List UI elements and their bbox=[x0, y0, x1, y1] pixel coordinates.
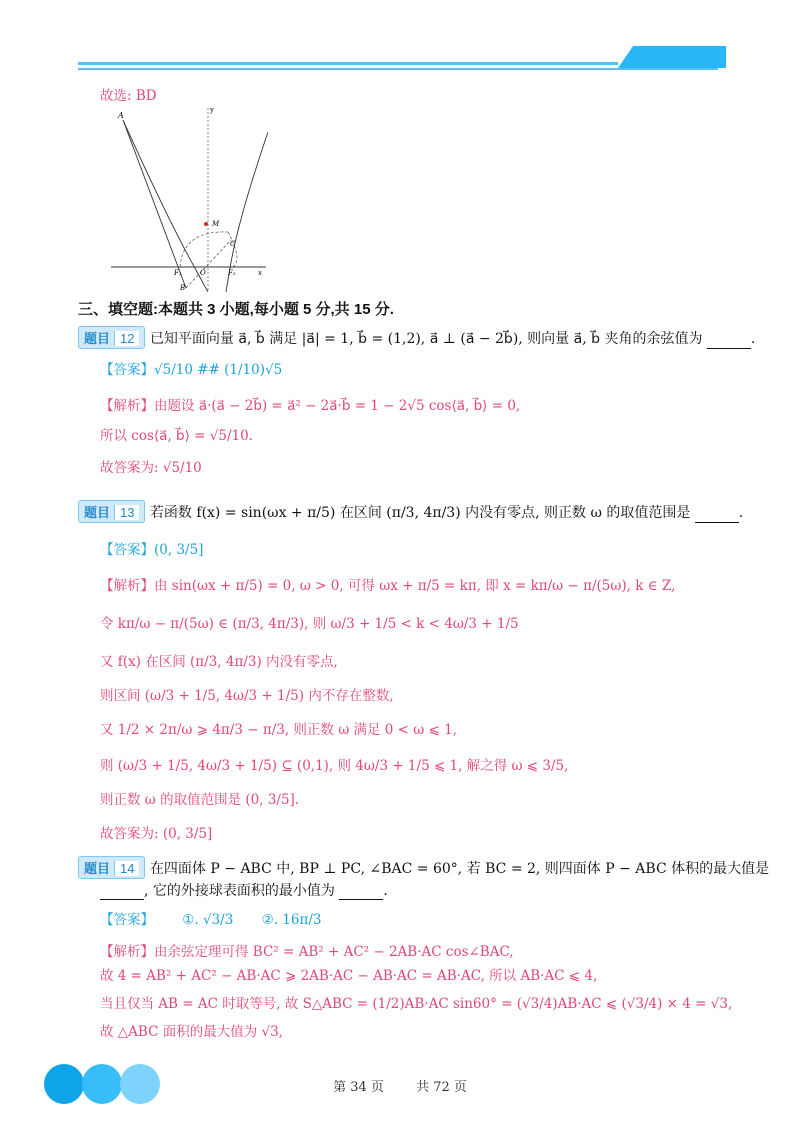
q13-analysis-6: 则 (ω/3 + 1/5, 4ω/3 + 1/5) ⊆ (0,1), 则 4ω/3 + 1/5 ⩽ 1, 解之得 ω ⩽ 3/5, bbox=[100, 758, 569, 774]
q13-analysis-1: 【解析】由 sin(ωx + π/5) = 0, ω > 0, 可得 ωx + π/5 = kπ, 即 x = kπ/ω − π/(5ω), k ∈ Z, bbox=[100, 578, 676, 594]
q12-analysis-3: 故答案为: √5/10 bbox=[100, 460, 202, 476]
question-tag: 题目 12 bbox=[78, 326, 145, 349]
q14-answer: 【答案】 ①. √3/3 ②. 16π/3 bbox=[100, 912, 322, 928]
answer-blank bbox=[707, 336, 751, 349]
q14-analysis-4: 故 △ABC 面积的最大值为 √3, bbox=[100, 1024, 283, 1040]
question-tag: 题目 13 bbox=[78, 500, 145, 523]
header-rule-bottom bbox=[78, 68, 718, 70]
header-tab bbox=[618, 46, 726, 68]
label-C: C bbox=[230, 240, 236, 248]
label-F1: F₁ bbox=[174, 269, 182, 277]
q13-analysis-7: 则正数 ω 的取值范围是 (0, 3/5]. bbox=[100, 792, 300, 808]
q12-analysis-1: 【解析】由题设 a⃗·(a⃗ − 2b⃗) = a⃗² − 2a⃗·b⃗ = 1 − 2√5 cos⟨a⃗, b⃗⟩ = 0, bbox=[100, 398, 521, 414]
q13-answer: 【答案】(0, 3/5] bbox=[100, 542, 204, 558]
q14-analysis-1: 【解析】由余弦定理可得 BC² = AB² + AC² − 2AB·AC cos∠BAC, bbox=[100, 944, 514, 960]
answer-blank bbox=[339, 887, 383, 900]
page-number: 第 34 页 bbox=[333, 1080, 384, 1095]
question-13: 题目 13 若函数 f(x) = sin(ωx + π/5) 在区间 (π/3, 4π/3) 内没有零点, 则正数 ω 的取值范围是 . bbox=[78, 500, 743, 523]
q12-answer: 【答案】√5/10 ## (1/10)√5 bbox=[100, 362, 283, 378]
question-14-stem: 在四面体 P − ABC 中, BP ⊥ PC, ∠BAC = 60°, 若 BC = 2, 则四面体 P − ABC 体积的最大值是 bbox=[149, 861, 770, 877]
question-14 bbox=[78, 856, 769, 879]
label-O: O bbox=[200, 269, 206, 277]
page-total: 共 72 页 bbox=[416, 1080, 467, 1095]
label-y: y bbox=[210, 106, 214, 114]
label-x: x bbox=[258, 269, 262, 277]
q13-analysis-5: 又 1/2 × 2π/ω ⩾ 4π/3 − π/3, 则正数 ω 满足 0 < ω ⩽ 1, bbox=[100, 722, 458, 738]
label-M: M bbox=[212, 220, 220, 228]
prev-conclusion: 故选: BD bbox=[100, 88, 157, 104]
question-tag: 题目 14 bbox=[78, 856, 145, 879]
page-footer bbox=[0, 1076, 800, 1095]
answer-blank bbox=[100, 887, 144, 900]
q14-analysis-2: 故 4 = AB² + AC² − AB·AC ⩾ 2AB·AC − AB·AC = AB·AC, 所以 AB·AC ⩽ 4, bbox=[100, 968, 598, 984]
q13-analysis-8: 故答案为: (0, 3/5] bbox=[100, 826, 213, 842]
question-14-cont: , 它的外接球表面积的最小值为 . bbox=[100, 880, 388, 900]
q13-analysis-2: 令 kπ/ω − π/(5ω) ∈ (π/3, 4π/3), 则 ω/3 + 1/5 < k < 4ω/3 + 1/5 bbox=[100, 616, 519, 632]
question-13-stem: 若函数 f(x) = sin(ωx + π/5) 在区间 (π/3, 4π/3) 内没有零点, 则正数 ω 的取值范围是 bbox=[149, 505, 691, 521]
header-rule-top bbox=[78, 62, 618, 65]
q13-analysis-3: 又 f(x) 在区间 (π/3, 4π/3) 内没有零点, bbox=[100, 654, 338, 670]
label-B: B bbox=[180, 284, 186, 292]
answer-blank bbox=[695, 510, 739, 523]
section-title: 三、填空题:本题共 3 小题,每小题 5 分,共 15 分. bbox=[78, 301, 394, 318]
label-F2: F₂ bbox=[228, 269, 236, 277]
hyperbola-figure bbox=[108, 100, 268, 292]
q13-analysis-4: 则区间 (ω/3 + 1/5, 4ω/3 + 1/5) 内不存在整数, bbox=[100, 688, 394, 704]
question-12-stem: 已知平面向量 a⃗, b⃗ 满足 |a⃗| = 1, b⃗ = (1,2), a⃗ ⊥ (a⃗ − 2b⃗), 则向量 a⃗, b⃗ 夹角的余弦值为 bbox=[149, 331, 703, 347]
q12-analysis-2: 所以 cos⟨a⃗, b⃗⟩ = √5/10. bbox=[100, 428, 253, 444]
q14-analysis-3: 当且仅当 AB = AC 时取等号, 故 S△ABC = (1/2)AB·AC sin60° = (√3/4)AB·AC ⩽ (√3/4) × 4 = √3, bbox=[100, 996, 733, 1012]
label-A: A bbox=[118, 111, 124, 120]
question-12: 题目 12 已知平面向量 a⃗, b⃗ 满足 |a⃗| = 1, b⃗ = (1,2), a⃗ ⊥ (a⃗ − 2b⃗), 则向量 a⃗, b⃗ 夹角的余弦值为 . bbox=[78, 326, 755, 349]
